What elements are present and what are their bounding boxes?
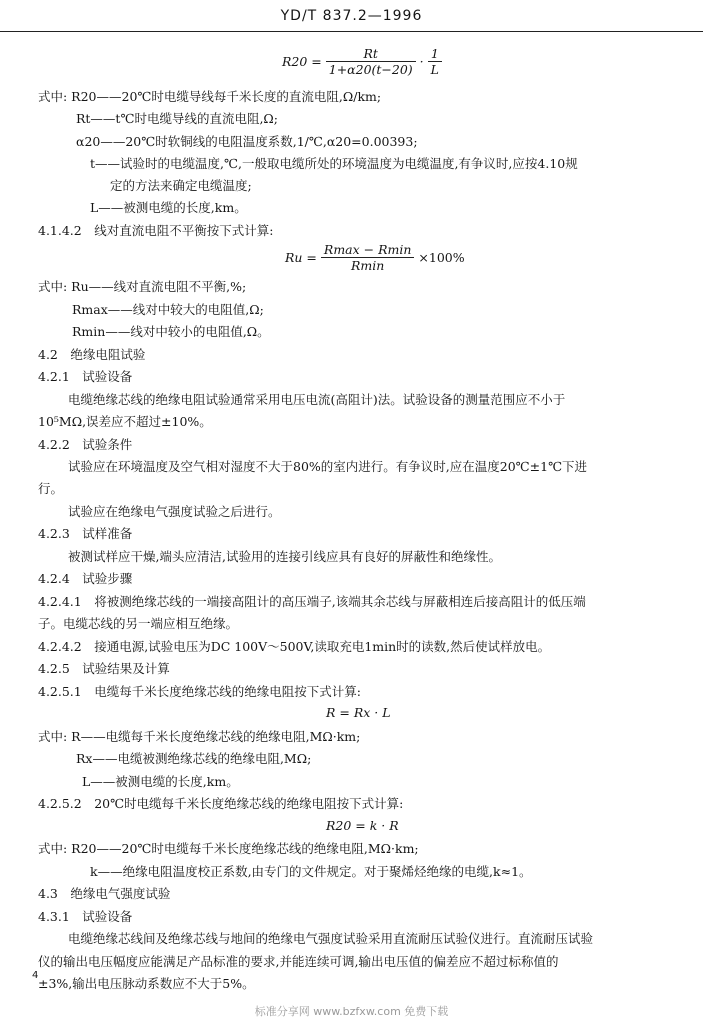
paragraph: 4.2.5.2 20℃时电缆每千米长度绝缘芯线的绝缘电阻按下式计算: [38,796,404,811]
formula-r20-kr: R20 = k · R [326,818,399,833]
fraction-numerator: Rmax − Rmin [321,242,415,258]
fraction-one-over-l [428,46,442,77]
fraction-numerator: Rt [326,46,416,62]
paragraph: 试验应在环境温度及空气相对湿度不大于80%的室内进行。有争议时,应在温度20℃±1℃下进 [68,459,588,474]
definition-line: 式中: R20——20℃时电缆导线每千米长度的直流电阻,Ω/km; [38,89,382,104]
paragraph: 仪的输出电压幅度应能满足产品标准的要求,并能连续可调,输出电压值的偏差应不超过标称值的 [38,954,559,969]
formula-r: R = Rx · L [326,705,391,720]
definition-line: L——被测电缆的长度,km。 [90,200,247,215]
definition-line: Rmax——线对中较大的电阻值,Ω; [72,302,264,317]
paragraph: 10⁵MΩ,误差应不超过±10%。 [38,414,212,429]
clause-4-2-1: 4.2.1 试验设备 [38,369,133,384]
definition-line: 式中: Ru——线对直流电阻不平衡,%; [38,279,247,294]
paragraph: 4.2.5.1 电缆每千米长度绝缘芯线的绝缘电阻按下式计算: [38,684,361,699]
definition-line: t——试验时的电缆温度,℃,一般取电缆所处的环境温度为电缆温度,有争议时,应按4.10规 [90,156,578,171]
definition-line: k——绝缘电阻温度校正系数,由专门的文件规定。对于聚烯烃绝缘的电缆,k≈1。 [90,864,532,879]
clause-4-2-2: 4.2.2 试验条件 [38,437,133,452]
paragraph: 电缆绝缘芯线的绝缘电阻试验通常采用电压电流(高阻计)法。试验设备的测量范围应不小于 [68,392,566,407]
formula-lhs: R20 = [282,54,322,69]
paragraph: 试验应在绝缘电气强度试验之后进行。 [68,504,281,519]
paragraph: ±3%,输出电压脉动系数应不大于5%。 [38,976,255,991]
fraction-numerator: 1 [428,46,442,62]
fraction-rt [326,46,416,77]
definition-line: 定的方法来确定电缆温度; [110,178,252,193]
standard-header: YD/T 837.2—1996 [280,8,423,24]
formula-multiply: · [419,54,424,69]
fraction-denominator: 1+α20(t−20) [328,62,413,77]
paragraph: 被测试样应干燥,端头应清洁,试验用的连接引线应具有良好的屏蔽性和绝缘性。 [68,549,501,564]
paragraph: 电缆绝缘芯线间及绝缘芯线与地间的绝缘电气强度试验采用直流耐压试验仪进行。直流耐压试验 [68,931,594,946]
definition-line: α20——20℃时软铜线的电阻温度系数,1/℃,α20=0.00393; [76,134,418,149]
paragraph: 4.2.4.1 将被测绝缘芯线的一端接高阻计的高压端子,该端其余芯线与屏蔽相连后接高阻计的低压端 [38,594,586,609]
definition-line: 式中: R——电缆每千米长度绝缘芯线的绝缘电阻,MΩ·km; [38,729,361,744]
paragraph: 子。电缆芯线的另一端应相互绝缘。 [38,616,239,631]
formula-lhs: Ru = [285,250,317,265]
definition-line: Rx——电缆被测绝缘芯线的绝缘电阻,MΩ; [76,751,312,766]
header-rule [0,31,703,32]
fraction-rmax-rmin [321,242,415,273]
section-4-3: 4.3 绝缘电气强度试验 [38,886,171,901]
paragraph: 行。 [38,481,64,496]
formula-r20 [282,46,442,77]
clause-4-1-4-2: 4.1.4.2 线对直流电阻不平衡按下式计算: [38,223,274,238]
definition-line: 式中: R20——20℃时电缆每千米长度绝缘芯线的绝缘电阻,MΩ·km; [38,841,419,856]
watermark-footer: 标准分享网 www.bzfxw.com 免费下载 [254,1005,449,1018]
clause-4-2-5: 4.2.5 试验结果及计算 [38,661,170,676]
clause-4-2-4: 4.2.4 试验步骤 [38,571,133,586]
clause-4-3-1: 4.3.1 试验设备 [38,909,133,924]
formula-ru [285,242,465,273]
page-number: 4 [32,970,39,981]
fraction-denominator: Rmin [350,258,385,273]
clause-4-2-3: 4.2.3 试样准备 [38,526,133,541]
fraction-denominator: L [430,62,439,77]
definition-line: Rt——t℃时电缆导线的直流电阻,Ω; [76,111,278,126]
definition-line: L——被测电缆的长度,km。 [82,774,239,789]
definition-line: Rmin——线对中较小的电阻值,Ω。 [72,324,270,339]
paragraph: 4.2.4.2 接通电源,试验电压为DC 100V～500V,读取充电1min时的读数,然后使试样放电。 [38,639,551,654]
section-4-2: 4.2 绝缘电阻试验 [38,347,146,362]
formula-tail: ×100% [418,250,465,265]
